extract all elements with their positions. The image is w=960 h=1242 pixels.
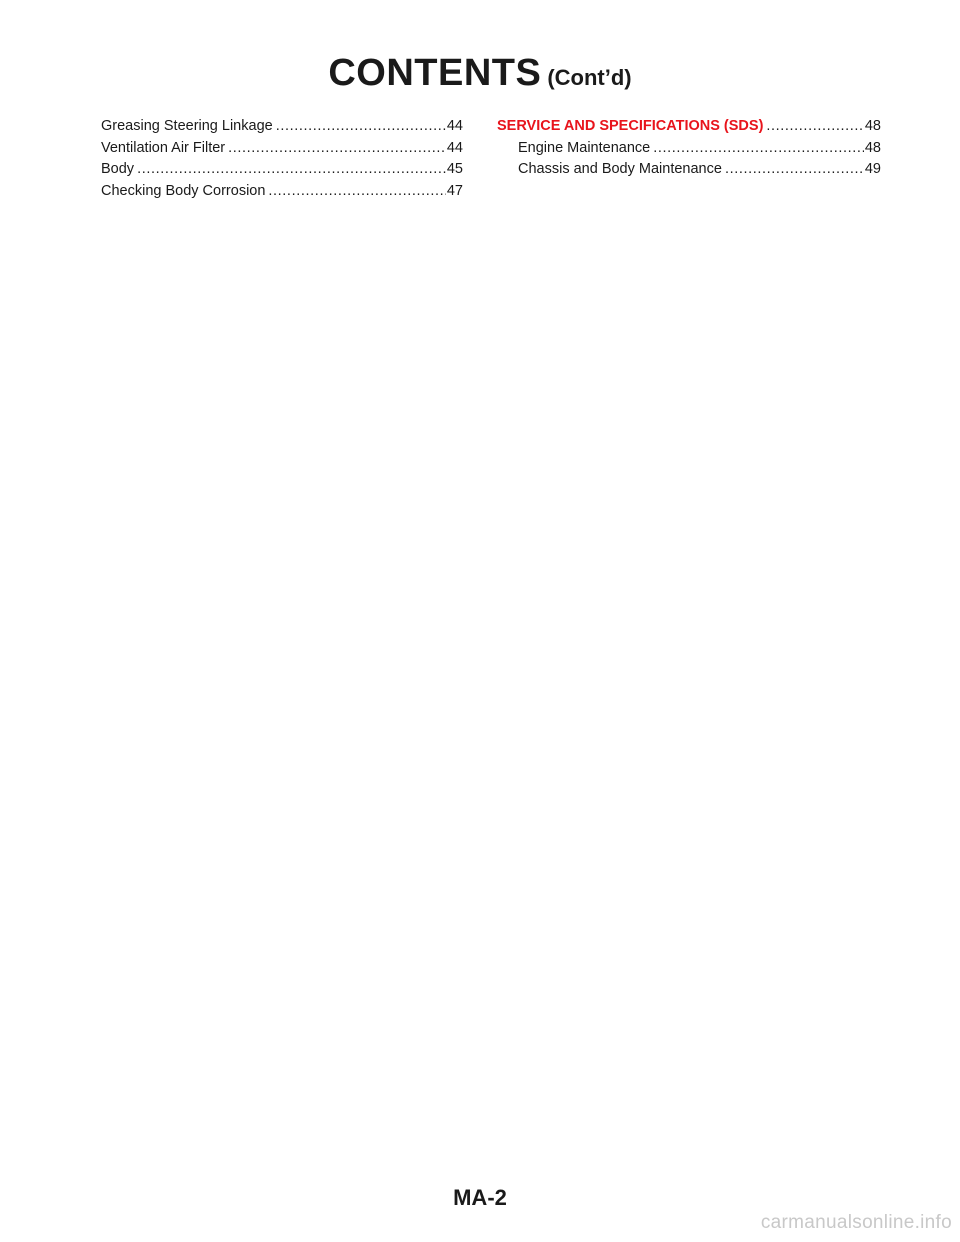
toc-entry-engine-maintenance[interactable] — [497, 138, 881, 160]
page-title — [0, 52, 960, 95]
dot-leader — [725, 159, 864, 181]
toc-entry-body[interactable] — [101, 159, 463, 181]
toc-column-right — [497, 116, 881, 181]
toc-entry-page: 49 — [864, 161, 881, 177]
dot-leader — [276, 116, 446, 138]
watermark-text: carmanualsonline.info — [760, 1212, 952, 1233]
dot-leader — [653, 138, 864, 160]
toc-entry-title: Engine Maintenance — [518, 139, 651, 156]
toc-entry-title: Checking Body Corrosion — [101, 182, 266, 199]
dot-leader — [268, 181, 445, 203]
toc-entry-title: Body — [101, 161, 135, 177]
toc-entry-ventilation-air-filter[interactable] — [101, 138, 463, 160]
toc-entry-chassis-and-body-maintenance[interactable] — [497, 159, 881, 181]
dot-leader — [228, 138, 446, 160]
toc-entry-page: 47 — [446, 182, 463, 199]
toc-entry-title: Ventilation Air Filter — [101, 139, 226, 156]
toc-column-left — [101, 116, 463, 202]
toc-entry-page: 48 — [864, 118, 881, 134]
toc-entry-page: 44 — [446, 139, 463, 156]
toc-entry-title: Chassis and Body Maintenance — [518, 161, 722, 177]
dot-leader — [766, 116, 863, 138]
toc-entry-page: 45 — [446, 161, 463, 177]
toc-section-service-and-specifications[interactable] — [497, 116, 881, 138]
toc-entry-page: 44 — [446, 118, 463, 134]
toc-entry-checking-body-corrosion[interactable] — [101, 181, 463, 203]
toc-entry-title: Greasing Steering Linkage — [101, 118, 273, 134]
toc-entry-page: 48 — [864, 139, 881, 156]
page-number-label: MA-2 — [453, 1185, 507, 1210]
title-subtitle: (Cont’d) — [547, 65, 632, 90]
toc-section-title: SERVICE AND SPECIFICATIONS (SDS) — [497, 118, 764, 134]
toc-entry-greasing-steering-linkage[interactable] — [101, 116, 463, 138]
dot-leader — [137, 159, 446, 181]
title-main: CONTENTS — [328, 52, 542, 94]
